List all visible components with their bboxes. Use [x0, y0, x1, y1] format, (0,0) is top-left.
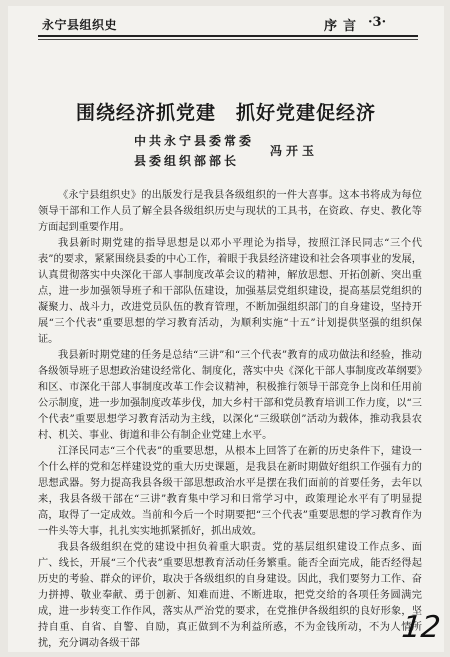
author-org-line2: 县委组织部部长	[134, 154, 240, 168]
running-header	[8, 6, 444, 36]
section-label: 序言	[324, 19, 363, 34]
header-rule-thick	[38, 35, 418, 37]
book-title: 永宁县组织史	[42, 18, 118, 32]
page-number: ·3·	[368, 15, 387, 30]
handwritten-page-mark: 12	[400, 610, 443, 645]
author-org-line1: 中共永宁县委常委	[134, 134, 255, 148]
document-page	[8, 6, 444, 652]
article-body	[38, 188, 422, 652]
paragraph: 江泽民同志“三个代表”的重要思想，从根本上回答了在新的历史条件下，建设一个什么样的党和怎样建设党的重大历史课题，是我县在新时期做好组织工作强有力的思想武器。努力提高我县各级干部思想政治水平是摆在我们面前的首要任务，去年以来，我县各级干部在“三讲”教育集中学习和日常学习中，政策理论水平有了明显提高，取得了一定成效。当前和今后一个时期要把“三个代表”重要思想的学习教育作为一件头等大事，扎扎实实地抓紧抓好，抓出成效。	[38, 446, 422, 537]
article-title: 围绕经济抓党建 抓好党建促经济	[75, 102, 376, 124]
paragraph: 我县各级组织在党的建设中担负着重大职责。党的基层组织建设工作点多、面广、线长，开展“三个代表”重要思想教育活动任务繁重。能否全面完成，能否经得起历史的考验、群众的评价，取决于各级组织的自身建设。因此，我们要努力工作、奋力拼搏、敬业奉献、勇于创新、知难而进、不断进取，把党交给的各项任务圆满完成，进一步转变工作作风，落实从严治党的要求，在党推伊各级组织的良好形象，坚持自重、自省、自警、自励，真正做到不为利益所惑，不为金钱所动，不为人情所扰，充分调动各级干部	[38, 542, 422, 649]
header-rule-thin	[38, 39, 418, 40]
paragraph: 我县新时期党建的指导思想是以邓小平理论为指导，按照江泽民同志“三个代表”的要求，紧紧围绕县委的中心工作，着眼于我县经济建设和社会各项事业的发展，认真贯彻落实中央深化干部人事制度改革会议的精神，解放思想、开拓创新、突出重点，进一步加强领导班子和干部队伍建设，加强基层党组织建设，提高基层党组织的凝聚力、战斗力，改进党员队伍的教育管理，不断加强组织部门的自身建设，坚持开展“三个代表”重要思想的学习教育活动，为顺利实施“十五”计划提供坚强的组织保证。	[38, 238, 422, 345]
paragraph: 我县新时期党建的任务是总结“三讲”和“三个代表”教育的成功做法和经验，推动各级领导班子思想政治建设经常化、制度化，落实中央《深化干部人事制度改革纲要》和区、市深化干部人事制度改革工作会议精神，积极推行领导干部竞争上岗和任用前公示制度，进一步加强制度改革步伐，加大乡村干部和党员教育培训工作力度，以“三个代表”重要思想学习教育活动为主线，以深化“三级联创”活动为载体，推动我县农村、机关、事业、街道和非公有制企业党建上水平。	[38, 350, 422, 441]
author-name: 冯开玉	[270, 144, 319, 158]
paragraph: 《永宁县组织史》的出版发行是我县各级组织的一件大喜事。这本书将成为每位领导干部和工作人员了解全县各级组织历史与现状的工具书，在资政、存史、教化等方面起到重要作用。	[38, 190, 422, 233]
byline	[134, 132, 374, 172]
